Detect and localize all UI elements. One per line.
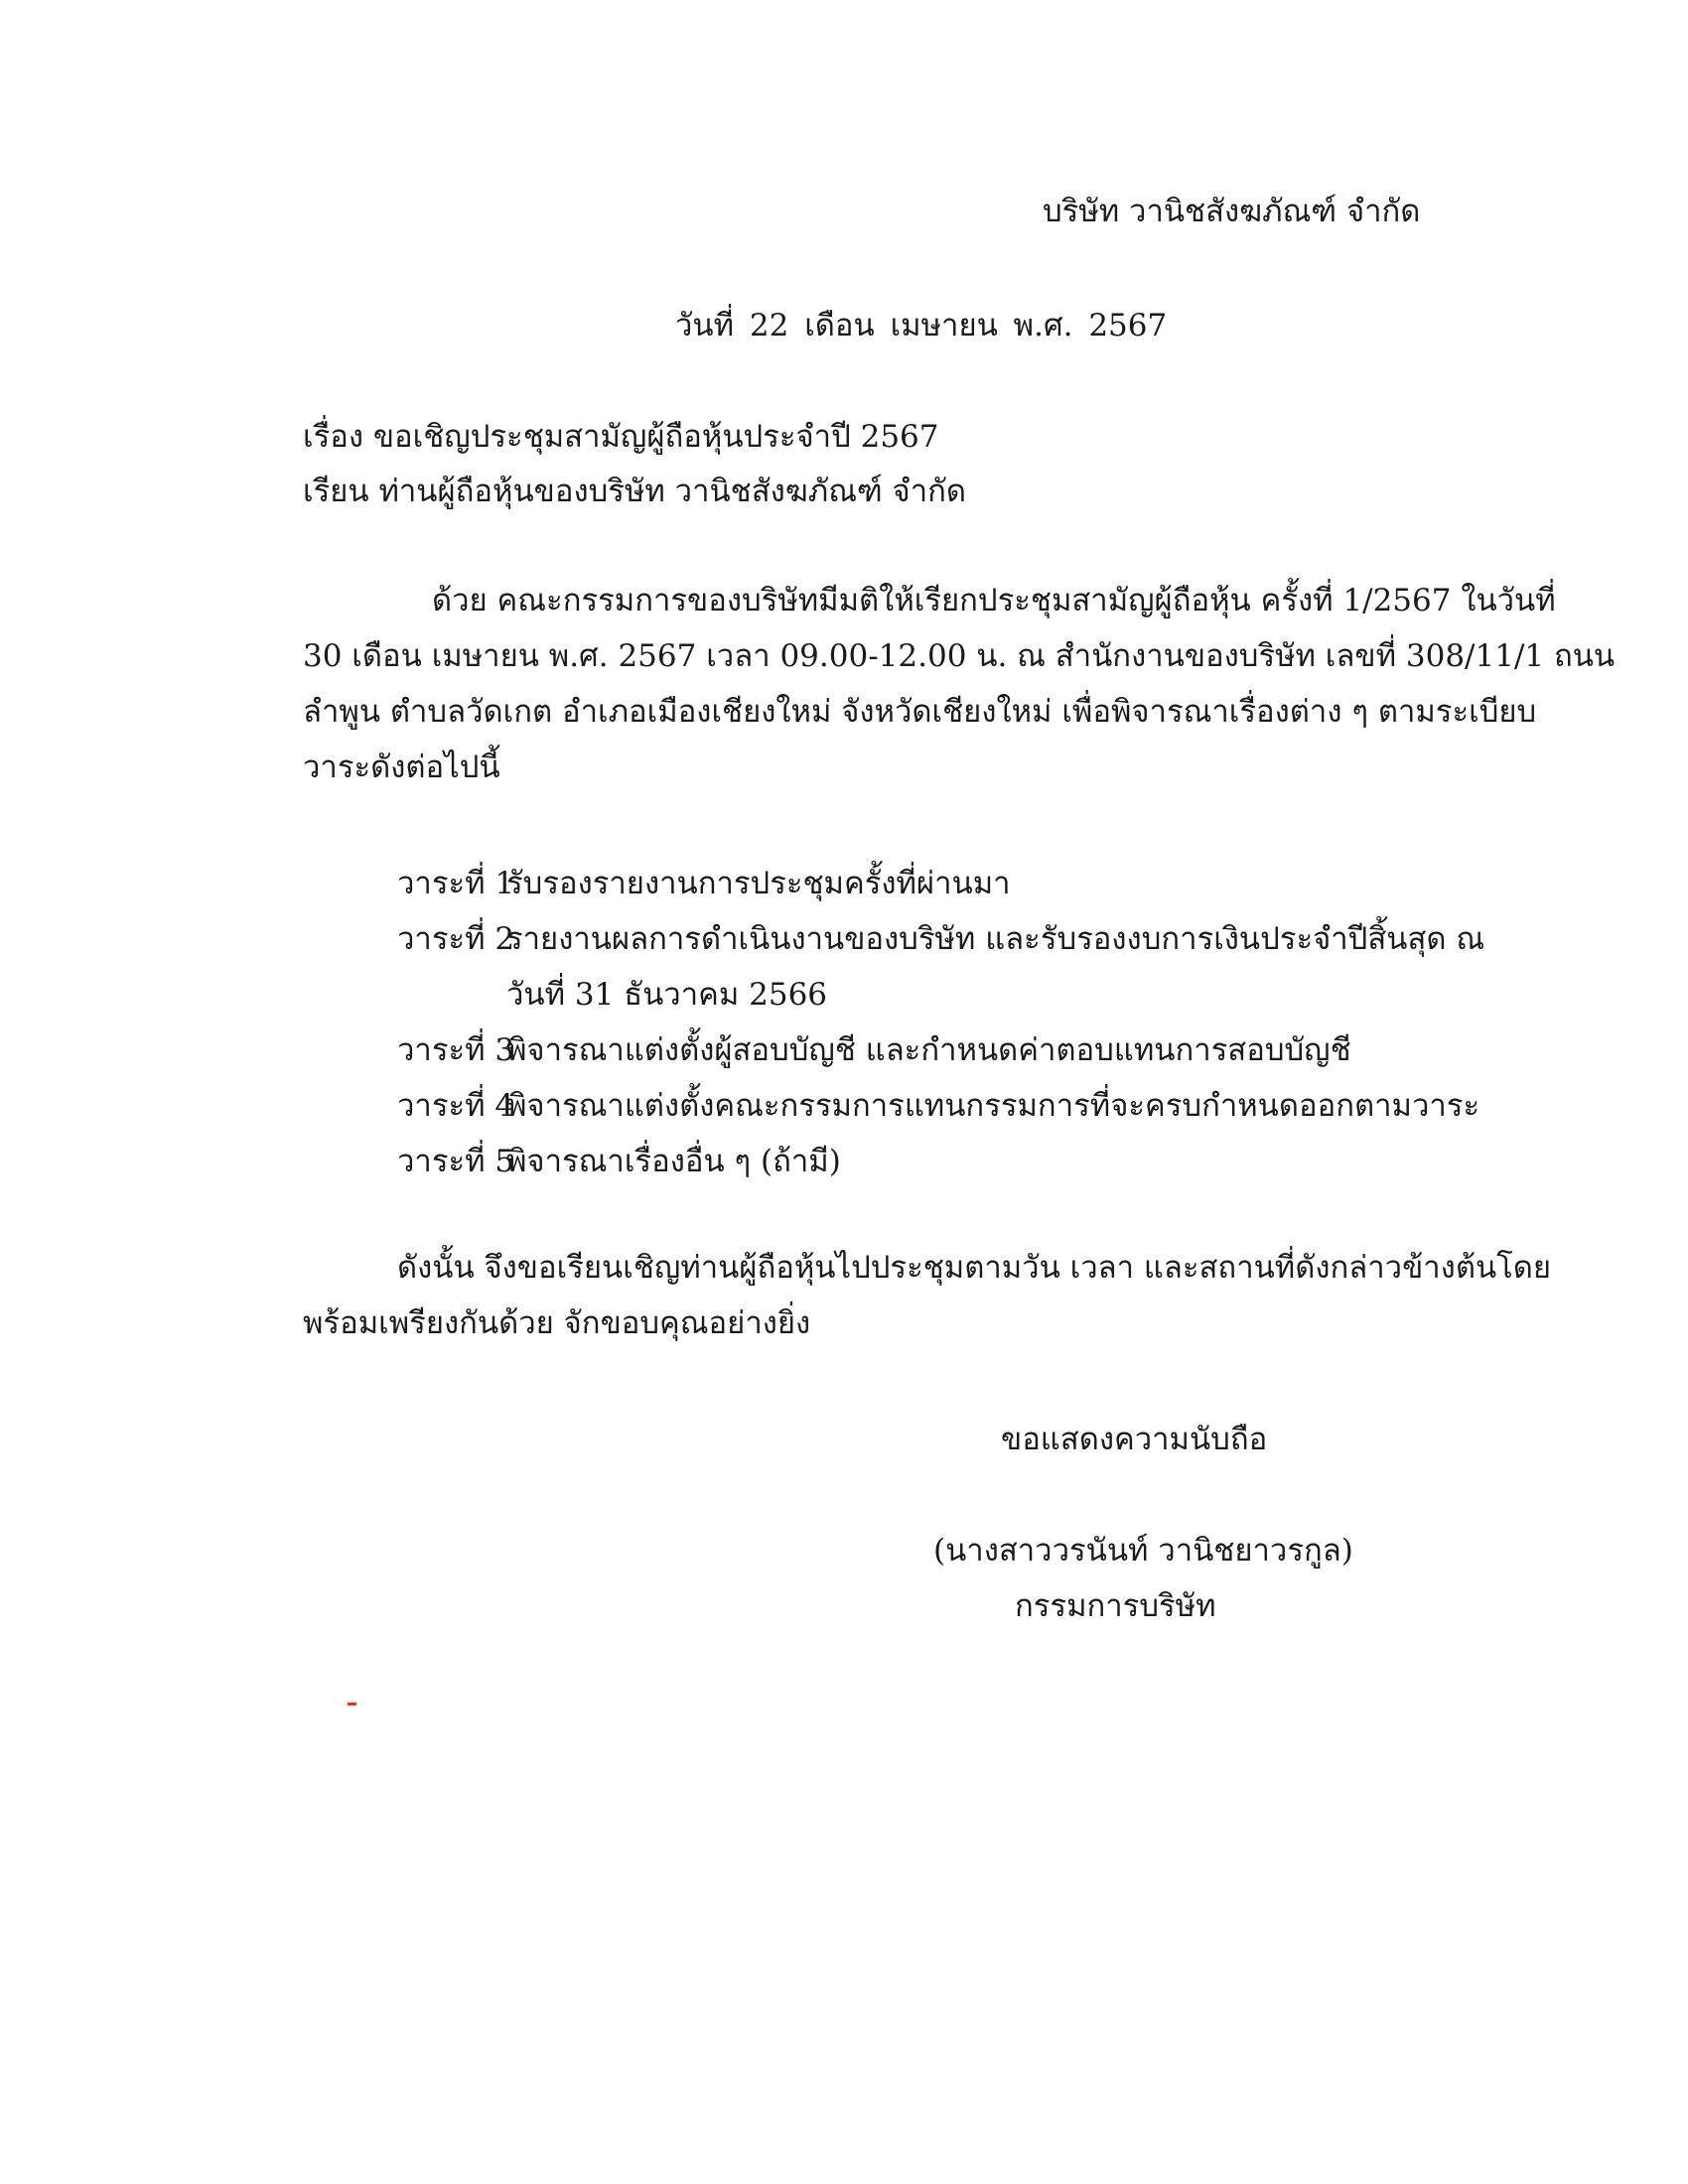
company-header: บริษัท วานิชสังฆภัณฑ์ จำกัด [1043, 194, 1421, 229]
agenda-text-continuation: วันที่ 31 ธันวาคม 2566 [506, 977, 828, 1013]
signer-name: (นางสาววรนันท์ วานิชยาวรกูล) [933, 1533, 1353, 1569]
signer-title: กรรมการบริษัท [1015, 1588, 1216, 1624]
closing-paragraph [303, 1250, 1552, 1364]
closing-regards: ขอแสดงความนับถือ [1001, 1422, 1268, 1457]
agenda-number: วาระที่ 2 [397, 921, 515, 957]
closing-line: พร้อมเพรียงกันด้วย จักขอบคุณอย่างยิ่ง [303, 1305, 811, 1341]
agenda-text: พิจารณาแต่งตั้งคณะกรรมการแทนกรรมการที่จะครบกำหนดออกตามวาระ [506, 1088, 1480, 1124]
body-paragraph [303, 583, 1616, 808]
body-line: วาระดังต่อไปนี้ [303, 750, 500, 785]
agenda-text: พิจารณาแต่งตั้งผู้สอบบัญชี และกำหนดค่าตอบแทนการสอบบัญชี [506, 1032, 1351, 1068]
agenda-text: รายงานผลการดำเนินงานของบริษัท และรับรองงบการเงินประจำปีสิ้นสุด ณ [506, 921, 1485, 957]
letter-salutation: เรียน ท่านผู้ถือหุ้นของบริษัท วานิชสังฆภัณฑ์ จำกัด [303, 474, 967, 509]
agenda-number: วาระที่ 5 [397, 1144, 515, 1179]
body-line: ลำพูน ตำบลวัดเกต อำเภอเมืองเชียงใหม่ จังหวัดเชียงใหม่ เพื่อพิจารณาเรื่องต่าง ๆ ตามระเบียบ [303, 694, 1537, 730]
agenda-number: วาระที่ 4 [397, 1088, 515, 1124]
agenda-number: วาระที่ 1 [397, 866, 515, 901]
letter-date: วันที่ 22 เดือน เมษายน พ.ศ. 2567 [675, 308, 1168, 343]
body-line: 30 เดือน เมษายน พ.ศ. 2567 เวลา 09.00-12.00 น. ณ สำนักงานของบริษัท เลขที่ 308/11/1 ถนน [303, 638, 1616, 674]
agenda-number: วาระที่ 3 [397, 1032, 515, 1068]
body-line: ด้วย คณะกรรมการของบริษัทมีมติให้เรียกประชุมสามัญผู้ถือหุ้น ครั้งที่ 1/2567 ในวันที่ [432, 583, 1556, 618]
closing-line: ดังนั้น จึงขอเรียนเชิญท่านผู้ถือหุ้นไปประชุมตามวัน เวลา และสถานที่ดังกล่าวข้างต้นโดย [397, 1250, 1552, 1286]
letter-subject: เรื่อง ขอเชิญประชุมสามัญผู้ถือหุ้นประจำปี 2567 [303, 419, 939, 455]
agenda-text: รับรองรายงานการประชุมครั้งที่ผ่านมา [506, 866, 1011, 901]
agenda-text: พิจารณาเรื่องอื่น ๆ (ถ้ามี) [506, 1144, 841, 1179]
red-dash-mark [348, 1703, 356, 1706]
